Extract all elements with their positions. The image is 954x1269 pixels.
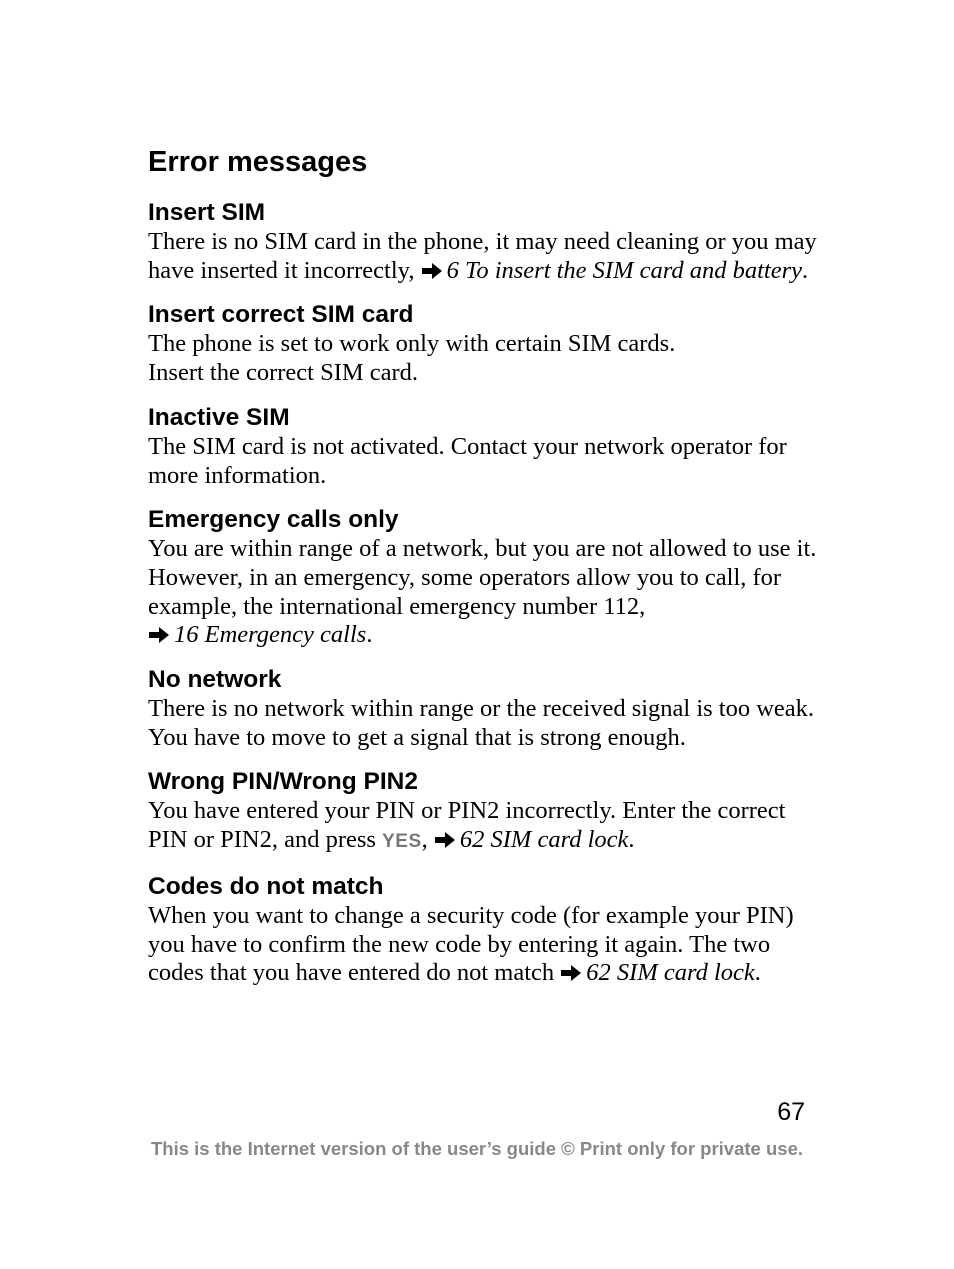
cross-reference-link[interactable]: 6 To insert the SIM card and battery (446, 256, 803, 284)
yes-key-label: YES (382, 831, 422, 853)
section-heading: Codes do not match (148, 872, 384, 900)
section-body (148, 535, 828, 650)
section-heading: No network (148, 666, 282, 694)
section-heading: Inactive SIM (148, 403, 290, 431)
section-codes-do-not-match (148, 872, 828, 988)
section-no-network (148, 665, 828, 752)
section-wrong-pin (148, 767, 828, 856)
body-text: There is no SIM card in the phone, it may need cleaning or you may have inserted it incorrectly, (148, 228, 817, 284)
document-page (148, 140, 828, 1003)
body-text: You have entered your PIN or PIN2 incorrectly. Enter the correct PIN or PIN2, and press (148, 797, 786, 854)
punctuation: . (366, 621, 373, 649)
section-insert-sim (148, 198, 828, 285)
section-heading: Insert correct SIM card (148, 301, 414, 329)
punctuation: . (628, 826, 635, 854)
body-text: The phone is set to work only with certain SIM cards. (148, 330, 676, 358)
punctuation: , (421, 826, 428, 854)
section-insert-correct-sim-card (148, 300, 828, 387)
arrow-right-icon (148, 627, 170, 643)
body-text: You are within range of a network, but you are not allowed to use it. However, in an emergency, some operators allow you to call, for example, the international emergency number 112, (148, 535, 817, 620)
footer-notice: This is the Internet version of the user’s guide © Print only for private use. (150, 1138, 803, 1159)
section-heading: Emergency calls only (148, 506, 399, 534)
page-title: Error messages (148, 146, 368, 178)
cross-reference-link[interactable]: 62 SIM card lock (586, 959, 755, 987)
punctuation: . (754, 959, 761, 987)
section-inactive-sim (148, 403, 828, 490)
body-text: When you want to change a security code (for example your PIN) you have to confirm the new code by entering it again. The two codes that you have entered do not match (148, 901, 794, 987)
arrow-right-icon (560, 965, 582, 981)
arrow-right-icon (434, 832, 456, 848)
section-body: There is no network within range or the received signal is too weak. You have to move to get a signal that is strong enough. (148, 695, 815, 751)
section-body (148, 330, 828, 387)
cross-reference-link[interactable]: 16 Emergency calls (174, 621, 367, 649)
section-body: The SIM card is not activated. Contact your network operator for more information. (148, 432, 787, 489)
section-body (148, 797, 828, 856)
section-heading: Insert SIM (148, 199, 266, 226)
section-emergency-calls-only (148, 505, 828, 650)
section-heading: Wrong PIN/Wrong PIN2 (148, 768, 418, 796)
body-text: Insert the correct SIM card. (148, 359, 419, 387)
cross-reference-link[interactable]: 62 SIM card lock (459, 826, 629, 854)
section-body (148, 228, 828, 285)
punctuation: . (802, 256, 809, 284)
section-body (148, 902, 828, 988)
arrow-right-icon (421, 263, 443, 279)
page-number: 67 (777, 1098, 805, 1126)
